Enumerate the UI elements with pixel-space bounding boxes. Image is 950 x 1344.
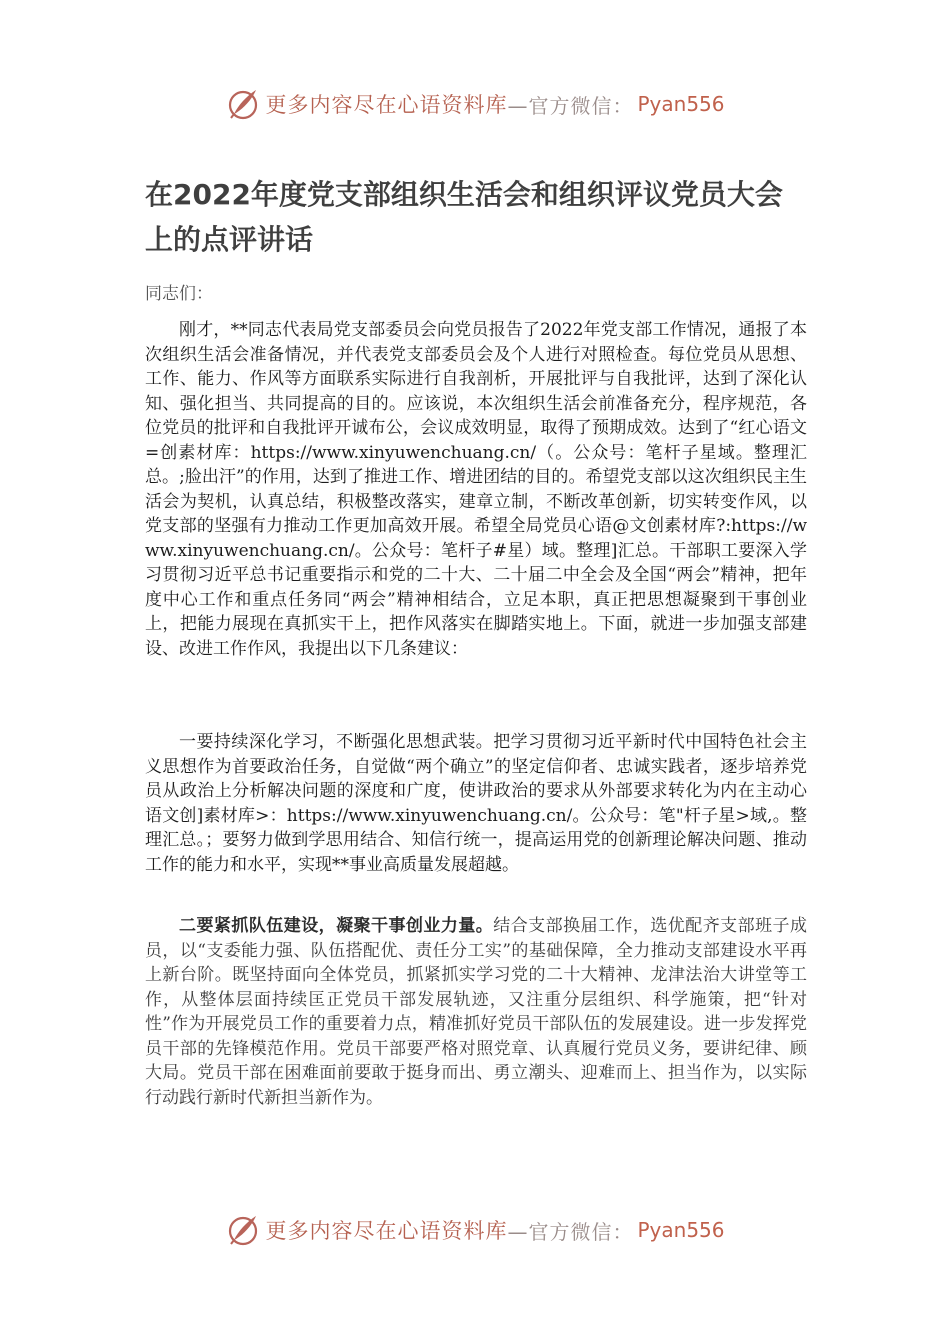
paragraph-1: 刚才，**同志代表局党支部委员会向党员报告了2022年党支部工作情况，通报了本次组织生活会准备情况，并代表党支部委员会及个人进行对照检查。每位党员从思想、工作、能力、作风等方面联系实际进行自我剖析，开展批评与自我批评，达到了深化认知、强化担当、共同提高的目的。应该说，本次组织生活会前准备充分，程序规范，各位党员的批评和自我批评开诚布公，会议成效明显，取得了预期成效。达到了“红心语文=创素材库：https://www.xinyuwenchuang.cn/（。公众号：笔杆子星域。整理汇总。;脸出汗”的作用，达到了推进工作、增进团结的目的。希望党支部以这次组织民主生活会为契机，认真总结，积极整改落实，建章立制，不断改革创新，切实转变作风，以党支部的坚强有力推动工作更加高效开展。希望全局党员心语@文创素材库?:https://www.xinyuwenchuang.cn/。公众号：笔杆子#星）域。整理]汇总。干部职工要深入学习贯彻习近平总书记重要指示和党的二十大、二十届二中全会及全国“两会”精神，把年度中心工作和重点任务同“两会”精神相结合，立足本职，真正把思想凝聚到干事创业上，把能力展现在真抓实干上，把作风落实在脚踏实地上。下面，就进一步加强支部建设、改进工作作风，我提出以下几条建议： bbox=[145, 320, 807, 659]
watermark-text: 更多内容尽在心语资料库 bbox=[265, 1219, 508, 1243]
paragraph-3-body: 结合支部换届工作，选优配齐支部班子成员，以“支委能力强、队伍搭配优、责任分工实”的基础保障，全力推动支部建设水平再上新台阶。既坚持面向全体党员，抓紧抓实学习党的二十大精神、龙津法治大讲堂等工作，从整体层面持续匡正党员干部发展轨迹，又注重分层组织、科学施策，把“针对性”作为开展党员工作的重要着力点，精准抓好党员干部队伍的发展建设。进一步发挥党员干部的先锋模范作用。党员干部要严格对照党章、认真履行党员义务，要讲纪律、顾大局。党员干部在困难面前要敢于挺身而出、勇立潮头、迎难而上、担当作为，以实际行动践行新时代新担当新作为。 bbox=[145, 916, 808, 1108]
footer-watermark bbox=[0, 1208, 950, 1252]
paragraph-2: 一要持续深化学习，不断强化思想武装。把学习贯彻习近平新时代中国特色社会主义思想作为首要政治任务，自觉做“两个确立”的坚定信仰者、忠诚实践者，逐步培养党员从政治上分析解决问题的深度和广度，使讲政治的要求从外部要求转化为内在主动心语文创]素材库>：https://www.xinyuwenchuang.cn/。公众号：笔"杆子星>域,。整理汇总。；要努力做到学思用结合、知信行统一，提高运用党的创新理论解决问题、推动工作的能力和水平，实现**事业高质量发展超越。 bbox=[145, 732, 807, 875]
quill-logo-icon bbox=[225, 1212, 261, 1248]
salutation: 同志们： bbox=[145, 284, 213, 304]
quill-logo-icon bbox=[225, 86, 261, 122]
watermark-separator: —官方微信： bbox=[507, 93, 634, 118]
watermark-text: 更多内容尽在心语资料库 bbox=[265, 93, 508, 117]
header-watermark bbox=[0, 82, 950, 126]
paragraph-3-lead: 二要紧抓队伍建设，凝聚干事创业力量。 bbox=[179, 916, 494, 936]
watermark-separator: —官方微信： bbox=[507, 1219, 634, 1244]
document-title: 在2022年度党支部组织生活会和组织评议党员大会上的点评讲话 bbox=[145, 178, 783, 256]
watermark-wechat-id: Pyan556 bbox=[637, 1218, 725, 1242]
watermark-wechat-id: Pyan556 bbox=[637, 92, 725, 116]
paragraph-3 bbox=[145, 914, 807, 1110]
